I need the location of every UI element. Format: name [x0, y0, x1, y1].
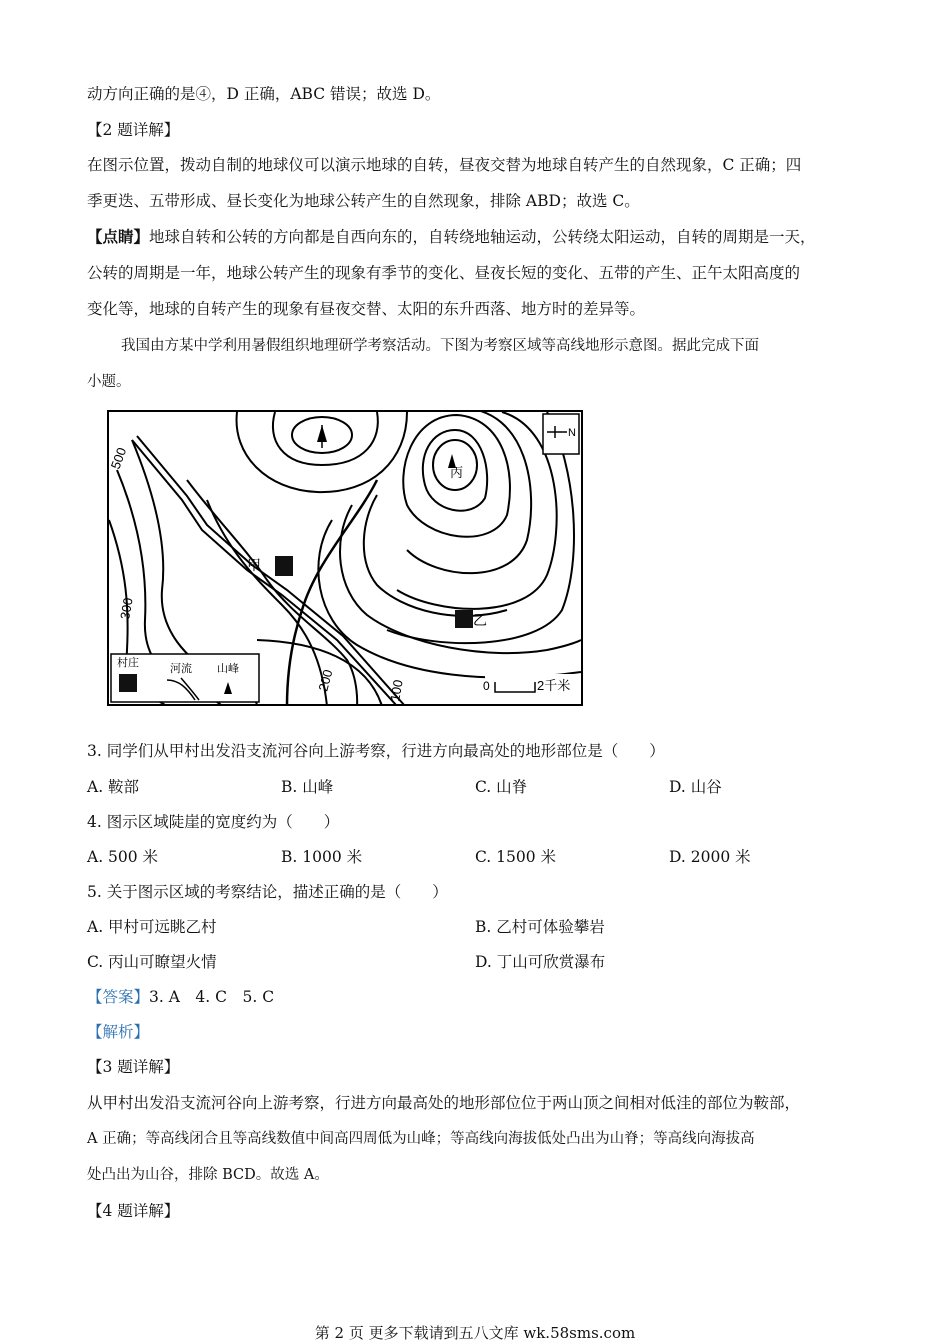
legend-village-label: 村庄 [117, 657, 139, 669]
section-heading: 【4 题详解】 [87, 1202, 180, 1220]
tip-tag: 【点睛】 [87, 227, 150, 246]
legend-river-label: 河流 [170, 663, 192, 675]
question-3: 3. 同学们从甲村出发沿支流河谷向上游考察，行进方向最高处的地形部位是（ ） [87, 742, 665, 760]
q5-option-d[interactable]: D. 丁山可欣赏瀑布 [475, 953, 606, 971]
place-label-yi: 乙 [473, 612, 487, 628]
text-line: 处凸出为山谷，排除 BCD。故选 A。 [87, 1167, 329, 1183]
contour-map [107, 410, 583, 706]
contour-label-300: 300 [117, 596, 136, 621]
scale-zero: 0 [483, 679, 490, 693]
contour-label-100: 100 [387, 678, 406, 703]
q4-option-c[interactable]: C. 1500 米 [475, 848, 557, 866]
q5-option-c[interactable]: C. 丙山可瞭望火情 [87, 953, 217, 971]
q5-option-b[interactable]: B. 乙村可体验攀岩 [475, 918, 605, 936]
contour-label-200: 200 [315, 667, 336, 693]
place-label-jia: 甲 [247, 557, 261, 573]
place-label-bing: 丙 [450, 465, 464, 480]
text-line: 从甲村出发沿支流河谷向上游考察，行进方向最高处的地形部位位于两山顶之间相对低洼的部位为鞍部， [87, 1094, 801, 1112]
text-line: 动方向正确的是④，D 正确，ABC 错误；故选 D。 [87, 85, 441, 103]
section-heading: 【3 题详解】 [87, 1058, 180, 1076]
q3-option-c[interactable]: C. 山脊 [475, 778, 528, 796]
contour-label-500: 500 [107, 445, 130, 472]
q3-option-b[interactable]: B. 山峰 [281, 778, 334, 796]
text-line: 变化等，地球的自转产生的现象有昼夜交替、太阳的东升西落、地方时的差异等。 [87, 300, 646, 318]
q5-option-a[interactable]: A. 甲村可远眺乙村 [87, 918, 217, 936]
village-icon-yi [455, 610, 473, 628]
q4-option-b[interactable]: B. 1000 米 [281, 848, 363, 866]
analysis-tag: 【解析】 [87, 1023, 150, 1041]
page-footer: 第 2 页 更多下载请到五八文库 wk.58sms.com [314, 1324, 636, 1342]
north-label: N [568, 427, 576, 439]
legend-village-icon [119, 674, 137, 692]
question-5: 5. 关于图示区域的考察结论，描述正确的是（ ） [87, 883, 448, 901]
material-intro: 我国由方某中学利用暑假组织地理研学考察活动。下图为考察区域等高线地形示意图。据此完成下面 [121, 338, 759, 354]
text-line: 公转的周期是一年，地球公转产生的现象有季节的变化、昼夜长短的变化、五带的产生、正午太阳高度的 [87, 264, 801, 282]
q4-option-d[interactable]: D. 2000 米 [669, 848, 751, 866]
text-line: 季更迭、五带形成、昼长变化为地球公转产生的自然现象，排除 ABD；故选 C。 [87, 192, 640, 210]
legend-peak-label: 山峰 [217, 663, 239, 675]
tip-line [87, 225, 816, 247]
material-intro-end: 小题。 [87, 374, 131, 390]
question-4: 4. 图示区域陡崖的宽度约为（ ） [87, 813, 340, 831]
tip-text: 地球自转和公转的方向都是自西向东的，自转绕地轴运动，公转绕太阳运动，自转的周期是一天， [149, 228, 816, 246]
text-line: 在图示位置，拨动自制的地球仪可以演示地球的自转，昼夜交替为地球自转产生的自然现象，C 正确；四 [87, 156, 802, 174]
text-line: A 正确；等高线闭合且等高线数值中间高四周低为山峰；等高线向海拔低处凸出为山脊；等高线向海拔高 [87, 1131, 755, 1147]
answer-text: 3. A 4. C 5. C [149, 988, 275, 1006]
q3-option-a[interactable]: A. 鞍部 [87, 778, 140, 796]
village-icon-jia [275, 556, 293, 576]
q3-option-d[interactable]: D. 山谷 [669, 778, 722, 796]
q4-option-a[interactable]: A. 500 米 [87, 848, 159, 866]
answer-tag: 【答案】 [87, 988, 150, 1006]
section-heading: 【2 题详解】 [87, 121, 180, 139]
answer-line [87, 985, 274, 1007]
scale-label: 2千米 [537, 678, 571, 693]
